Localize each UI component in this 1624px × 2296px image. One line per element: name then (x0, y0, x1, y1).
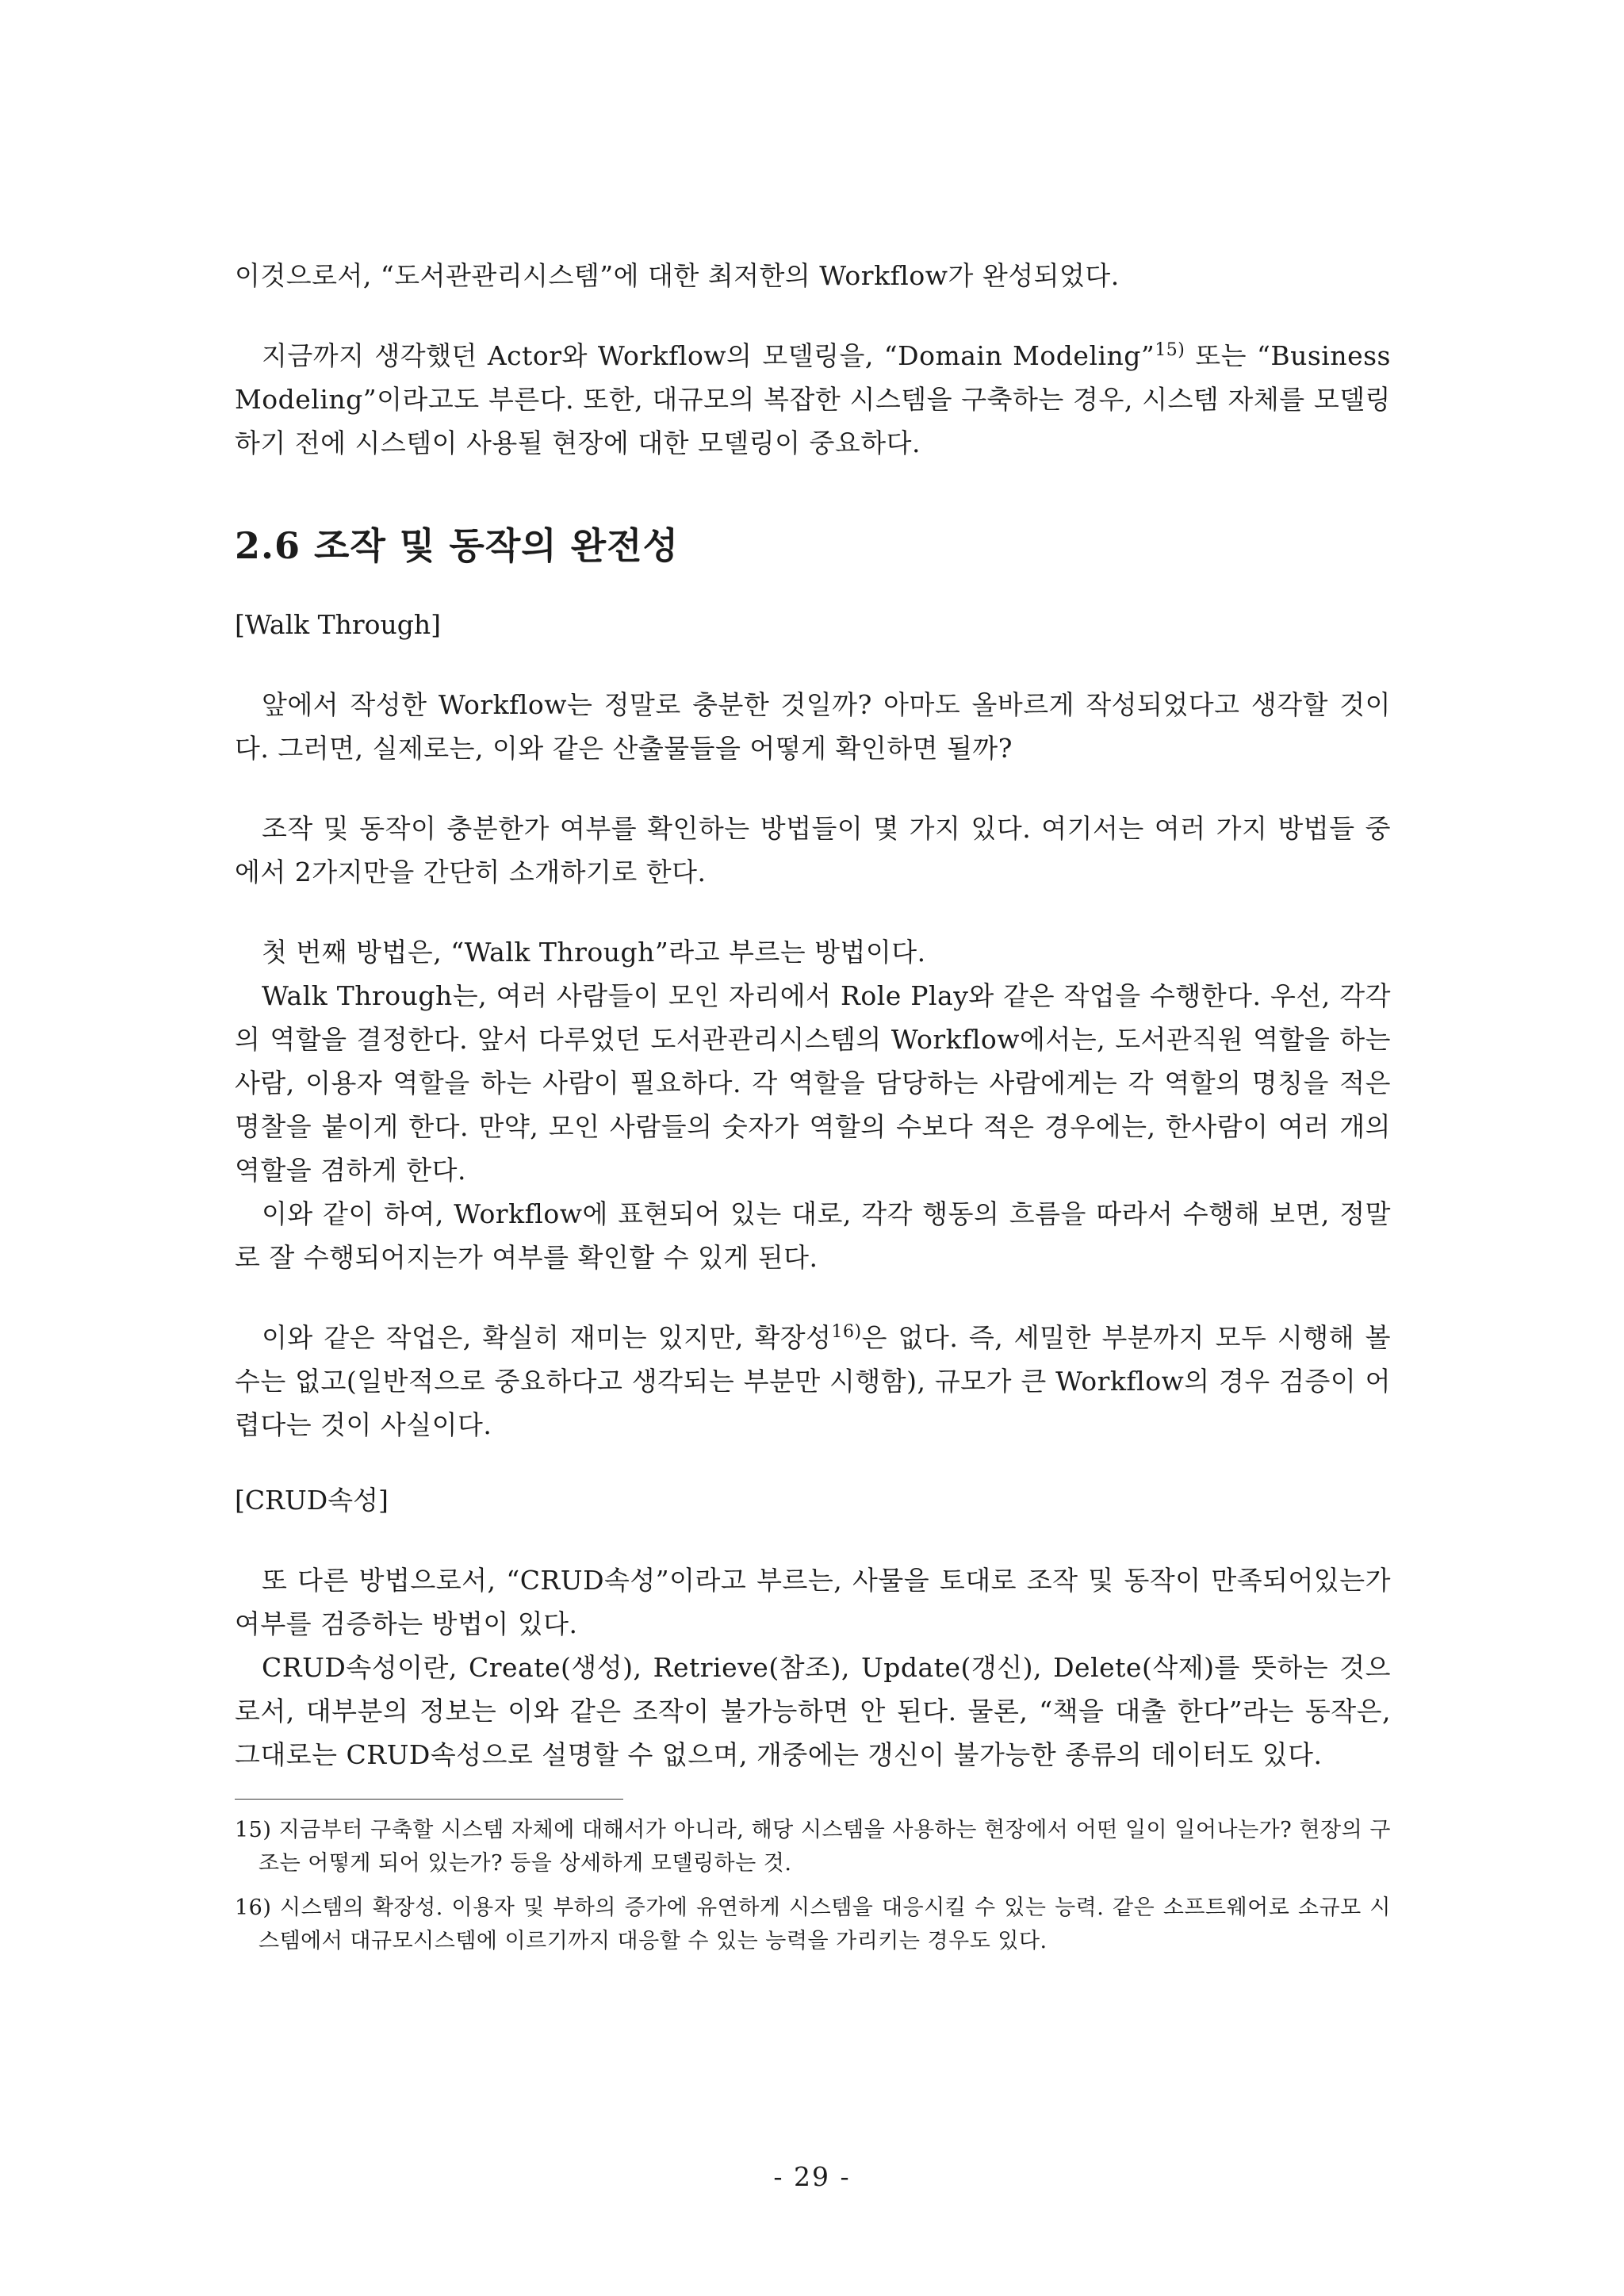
walk-through-paragraph-5: 이와 같이 하여, Workflow에 표현되어 있는 대로, 각각 행동의 흐름을 따라서 수행해 보면, 정말로 잘 수행되어지는가 여부를 확인할 수 있게 된다. (235, 1198, 1391, 1273)
footnote-ref-16[interactable]: 16) (831, 1322, 862, 1342)
walk-through-paragraph-4: Walk Through는, 여러 사람들이 모인 자리에서 Role Play와 같은 작업을 수행한다. 우선, 각각의 역할을 결정한다. 앞서 다루었던 도서관관리시스템의 Workflow에서는, 도서관직원 역할을 하는 사람, 이용자 역할을 하는 사람이 필요하다. 각 역할을 담당하는 사람에게는 각 역할의 명칭을 적은 명찰을 붙이게 한다. 만약, 모인 사람들의 숫자가 역할의 수보다 적은 경우에는, 한사람이 여러 개의 역할을 겸하게 한다. (235, 980, 1391, 1186)
paragraph-text: 또는 “Business Modeling”이라고도 부른다. 또한, 대규모의 복잡한 시스템을 구축하는 경우, 시스템 자체를 모델링하기 전에 시스템이 사용될 현장에 대한 모델링이 중요하다. (235, 340, 1391, 458)
paragraph-text: 지금까지 생각했던 Actor와 Workflow의 모델링을, “Domain Modeling” (262, 340, 1155, 371)
footnote-15: 15) 지금부터 구축할 시스템 자체에 대해서가 아니라, 해당 시스템을 사용하는 현장에서 어떤 일이 일어나는가? 현장의 구조는 어떻게 되어 있는가? 등을 상세하게 모델링하는 것. (235, 1818, 1391, 1876)
paragraph-text: 이와 같은 작업은, 확실히 재미는 있지만, 확장성 (262, 1322, 832, 1353)
page-number: - 29 - (773, 2161, 851, 2192)
walk-through-paragraph-1: 앞에서 작성한 Workflow는 정말로 충분한 것일까? 아마도 올바르게 작성되었다고 생각할 것이다. 그러면, 실제로는, 이와 같은 산출물들을 어떻게 확인하면 될까? (235, 689, 1391, 764)
page-body (235, 254, 1391, 1958)
subheading-crud: [CRUD속성] (235, 1485, 389, 1516)
crud-paragraph-1: 또 다른 방법으로서, “CRUD속성”이라고 부르는, 사물을 토대로 조작 및 동작이 만족되어있는가 여부를 검증하는 방법이 있다. (235, 1565, 1391, 1639)
intro-paragraph: 이것으로서, “도서관관리시스템”에 대한 최저한의 Workflow가 완성되었다. (235, 260, 1120, 291)
paragraph-text: 은 없다. 즉, 세밀한 부분까지 모두 시행해 볼 수는 없고(일반적으로 중요하다고 생각되는 부분만 시행함), 규모가 큰 Workflow의 경우 검증이 어렵다는 것이 사실이다. (235, 1322, 1391, 1440)
walk-through-paragraph-2: 조작 및 동작이 충분한가 여부를 확인하는 방법들이 몇 가지 있다. 여기서는 여러 가지 방법들 중에서 2가지만을 간단히 소개하기로 한다. (235, 813, 1391, 887)
footnote-ref-15[interactable]: 15) (1155, 340, 1185, 360)
crud-paragraph-2: CRUD속성이란, Create(생성), Retrieve(참조), Update(갱신), Delete(삭제)를 뜻하는 것으로서, 대부분의 정보는 이와 같은 조작이 불가능하면 안 된다. 물론, “책을 대출 한다”라는 동작은, 그대로는 CRUD속성으로 설명할 수 없으며, 개중에는 갱신이 불가능한 종류의 데이터도 있다. (235, 1652, 1391, 1770)
footnote-16: 16) 시스템의 확장성. 이용자 및 부하의 증가에 유연하게 시스템을 대응시킬 수 있는 능력. 같은 소프트웨어로 소규모 시스템에서 대규모시스템에 이르기까지 대응할 수 있는 능력을 가리키는 경우도 있다. (235, 1895, 1391, 1953)
domain-modeling-paragraph (235, 334, 1391, 465)
subheading-walk-through: [Walk Through] (235, 609, 442, 640)
walk-through-paragraph-6 (235, 1316, 1391, 1447)
footnote-divider (235, 1799, 623, 1800)
section-heading: 2.6 조작 및 동작의 완전성 (235, 524, 680, 567)
walk-through-paragraph-3: 첫 번째 방법은, “Walk Through”라고 부르는 방법이다. (262, 937, 926, 968)
